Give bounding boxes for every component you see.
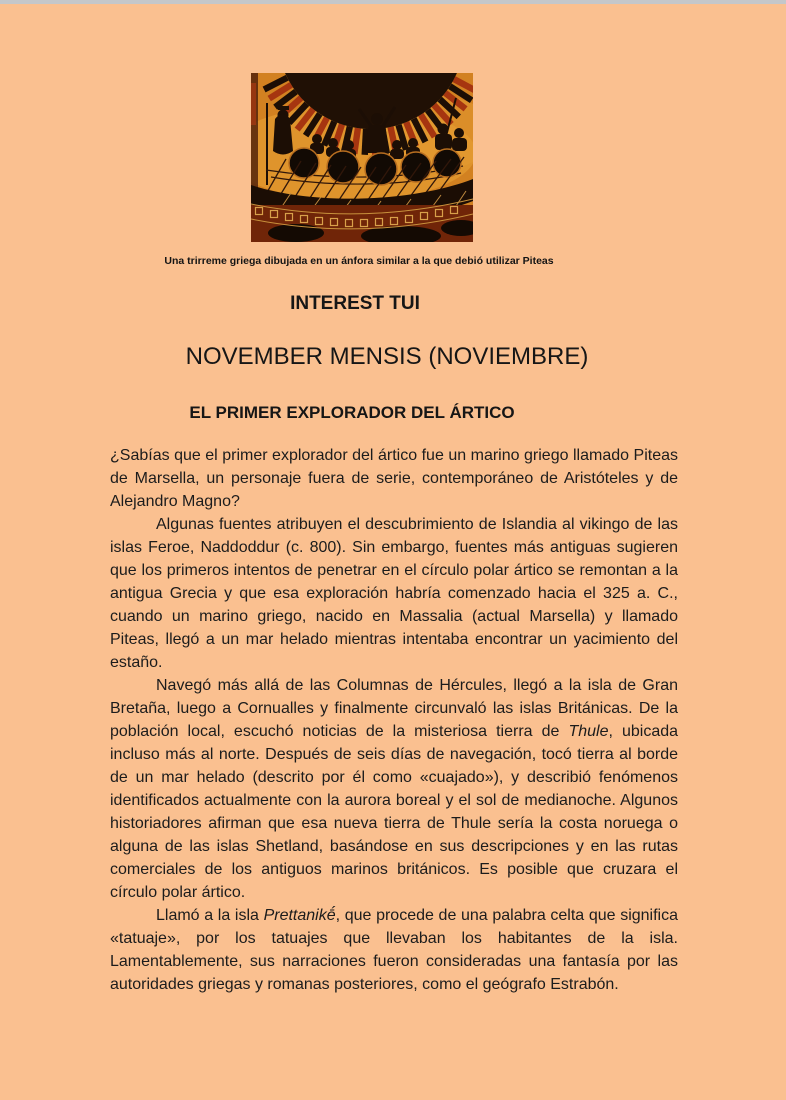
page-title: INTEREST TUI xyxy=(290,293,420,314)
section-title: EL PRIMER EXPLORADOR DEL ÁRTICO xyxy=(189,403,515,422)
paragraph xyxy=(110,444,678,513)
italic-term: Prettanikḗ xyxy=(263,907,336,924)
text-run: Llamó a la isla xyxy=(156,907,264,924)
text-run: Navegó más allá de las Columnas de Hércules, llegó a la isla de Gran Bretaña, luego a Cornualles y finalmente circunvaló las islas Británicas. De la población local, escuchó noticias de la misteriosa tierra de xyxy=(110,677,678,740)
italic-term: Thule xyxy=(568,723,609,740)
page-subtitle: NOVEMBER MENSIS (NOVIEMBRE) xyxy=(185,343,589,370)
article-body xyxy=(110,444,678,996)
amphora-trireme-image xyxy=(251,73,473,242)
figure-trireme xyxy=(0,73,786,267)
paragraph xyxy=(110,513,678,674)
paragraph xyxy=(110,674,678,904)
text-run: ¿Sabías que el primer explorador del ártico fue un marino griego llamado Piteas de Marsella, un personaje fuera de serie, contemporáneo de Aristóteles y de Alejandro Magno? xyxy=(110,447,678,510)
text-run: , ubicada incluso más al norte. Después de seis días de navegación, tocó tierra al borde de un mar helado (descrito por él como «cuajado»), y describió fenómenos identificados actualmente con la aurora boreal y el sol de medianoche. Algunos historiadores afirman que esa nueva tierra de Thule sería la costa noruega o alguna de las islas Shetland, basándose en sus descripciones y en las rutas comerciales de los antiguos marinos británicos. Es posible que cruzara el círculo polar ártico. xyxy=(110,723,679,901)
amphora-trireme-illustration xyxy=(251,73,473,242)
figure-caption: Una trirreme griega dibujada en un ánfora similar a la que debió utilizar Piteas xyxy=(164,255,554,267)
text-run: , que procede de una palabra celta que significa «tatuaje», por los tatuajes que llevaban los habitantes de la isla. Lamentablemente, sus narraciones fueron consideradas una fantasía por las autoridades griegas y romanas posteriores, como el geógrafo Estrabón. xyxy=(110,907,679,993)
text-run: Algunas fuentes atribuyen el descubrimiento de Islandia al vikingo de las islas Feroe, Naddoddur (c. 800). Sin embargo, fuentes más antiguas sugieren que los primeros intentos de penetrar en el círculo polar ártico se remontan a la antigua Grecia y que esa exploración habría comenzado hacia el 325 a. C., cuando un marino griego, nacido en Massalia (actual Marsella) y llamado Piteas, llegó a un mar helado mientras intentaba encontrar un yacimiento del estaño. xyxy=(110,516,678,671)
paragraph xyxy=(110,904,678,996)
window-top-edge xyxy=(0,0,786,4)
